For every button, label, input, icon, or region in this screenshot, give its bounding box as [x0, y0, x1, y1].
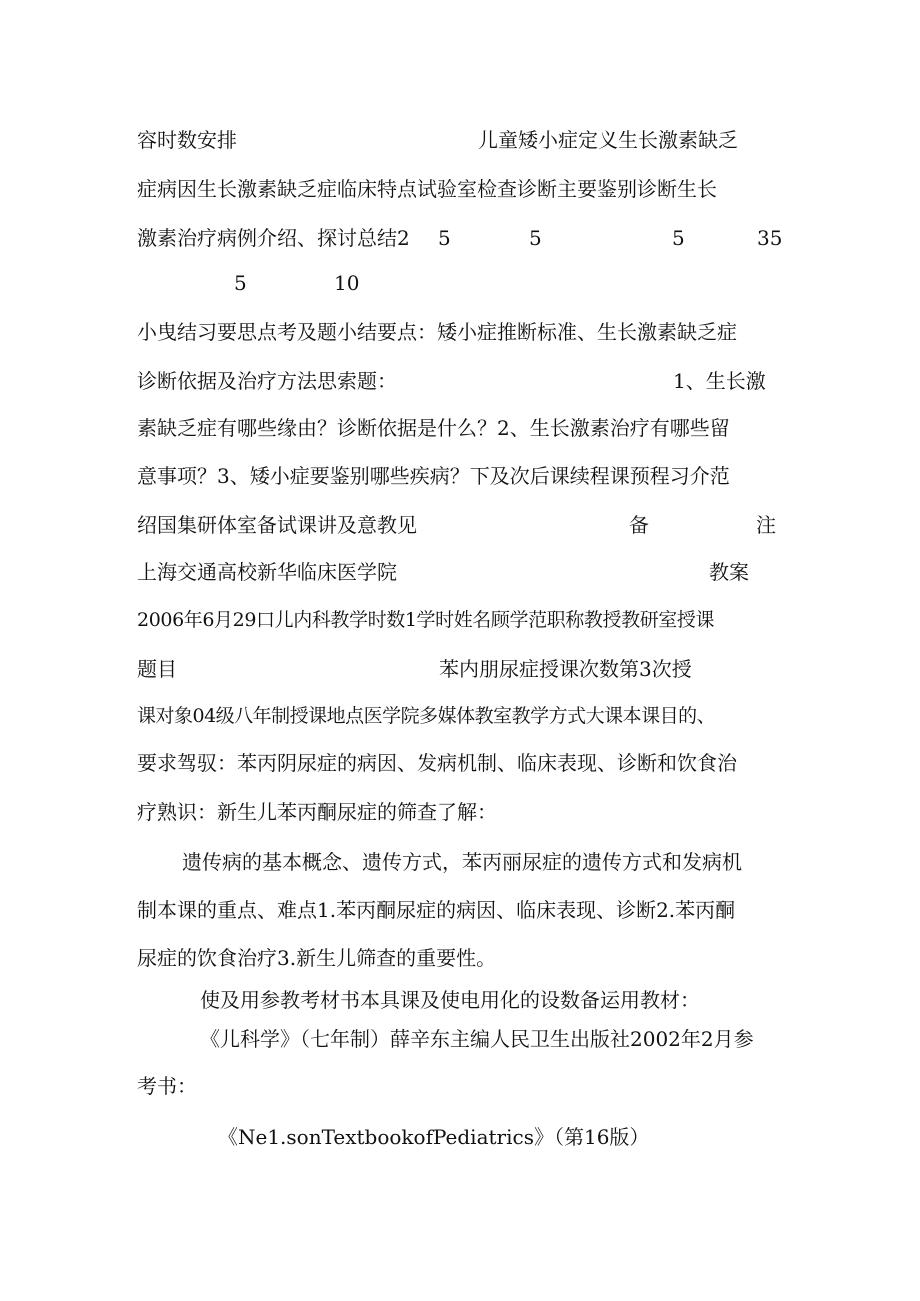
text-line-segment: 绍国集研体室备试课讲及意教见 [137, 513, 417, 537]
text-line-segment: 5 [234, 271, 247, 295]
text-line-segment: 《儿科学》（七年制）薛辛东主编人民卫生出版社2002年2月参 [200, 1027, 754, 1051]
text-line-segment: 疗熟识：新生儿苯丙酮尿症的筛查了解： [137, 800, 497, 824]
text-line-segment: 苯内朋尿症授课次数第3次授 [439, 657, 692, 681]
text-line-segment: 容时数安排 [137, 128, 237, 152]
text-line-segment: 2006年6月29口儿内科教学时数1学时姓名顾学范职称教授教研室授课 [137, 609, 715, 631]
text-line-segment: 意事项？3、矮小症要鉴别哪些疾病？下及次后课续程课预程习介范 [137, 464, 730, 488]
text-line-segment: 课对象04级八年制授课地点医学院多媒体教室教学方式大课本课目的、 [137, 705, 716, 727]
text-line-segment: 《Ne1.sonTextbookofPediatrics》（第16版） [218, 1125, 650, 1149]
text-line-segment: 症病因生长激素缺乏症临床特点试验室检查诊断主要鉴别诊断生长 [137, 177, 717, 201]
text-line-segment: 1、生长激 [673, 369, 766, 393]
text-line-segment: 上海交通高校新华临床医学院 [137, 560, 397, 584]
text-line-segment: 注 [756, 513, 776, 537]
text-line-segment: 考书： [137, 1074, 197, 1098]
text-line-segment: 要求驾驭：苯丙阴尿症的病因、发病机制、临床表现、诊断和饮食治 [137, 751, 737, 775]
text-line-segment: 尿症的饮食治疗3.新生儿筛查的重要性。 [137, 946, 497, 970]
text-line-segment: 题目 [137, 657, 177, 681]
text-line-segment: 激素治疗病例介绍、探讨总结2 [137, 226, 410, 250]
text-line-segment: 35 [757, 226, 783, 250]
text-line-segment: 5 [529, 226, 542, 250]
text-line-segment: 教案 [709, 560, 749, 584]
text-line-segment: 制本课的重点、难点1.苯丙酮尿症的病因、临床表现、诊断2.苯丙酮 [137, 898, 736, 922]
text-line-segment: 诊断依据及治疗方法思索题： [137, 369, 397, 393]
text-line-segment: 10 [334, 271, 360, 295]
text-line-segment: 遗传病的基本概念、遗传方式，苯丙丽尿症的遗传方式和发病机 [182, 850, 742, 874]
text-line-segment: 使及用参教考材书本具课及使电用化的设数备运用教材： [200, 988, 700, 1012]
text-line-segment: 素缺乏症有哪些缘由？诊断依据是什么？2、生长激素治疗有哪些留 [137, 416, 730, 440]
text-line-segment: 小曳结习要思点考及题小结要点：矮小症推断标准、生长激素缺乏症 [137, 320, 737, 344]
text-line-segment: 备 [629, 513, 649, 537]
text-line-segment: 5 [438, 226, 451, 250]
text-line-segment: 儿童矮小症定义生长激素缺乏 [478, 128, 738, 152]
text-line-segment: 5 [672, 226, 685, 250]
